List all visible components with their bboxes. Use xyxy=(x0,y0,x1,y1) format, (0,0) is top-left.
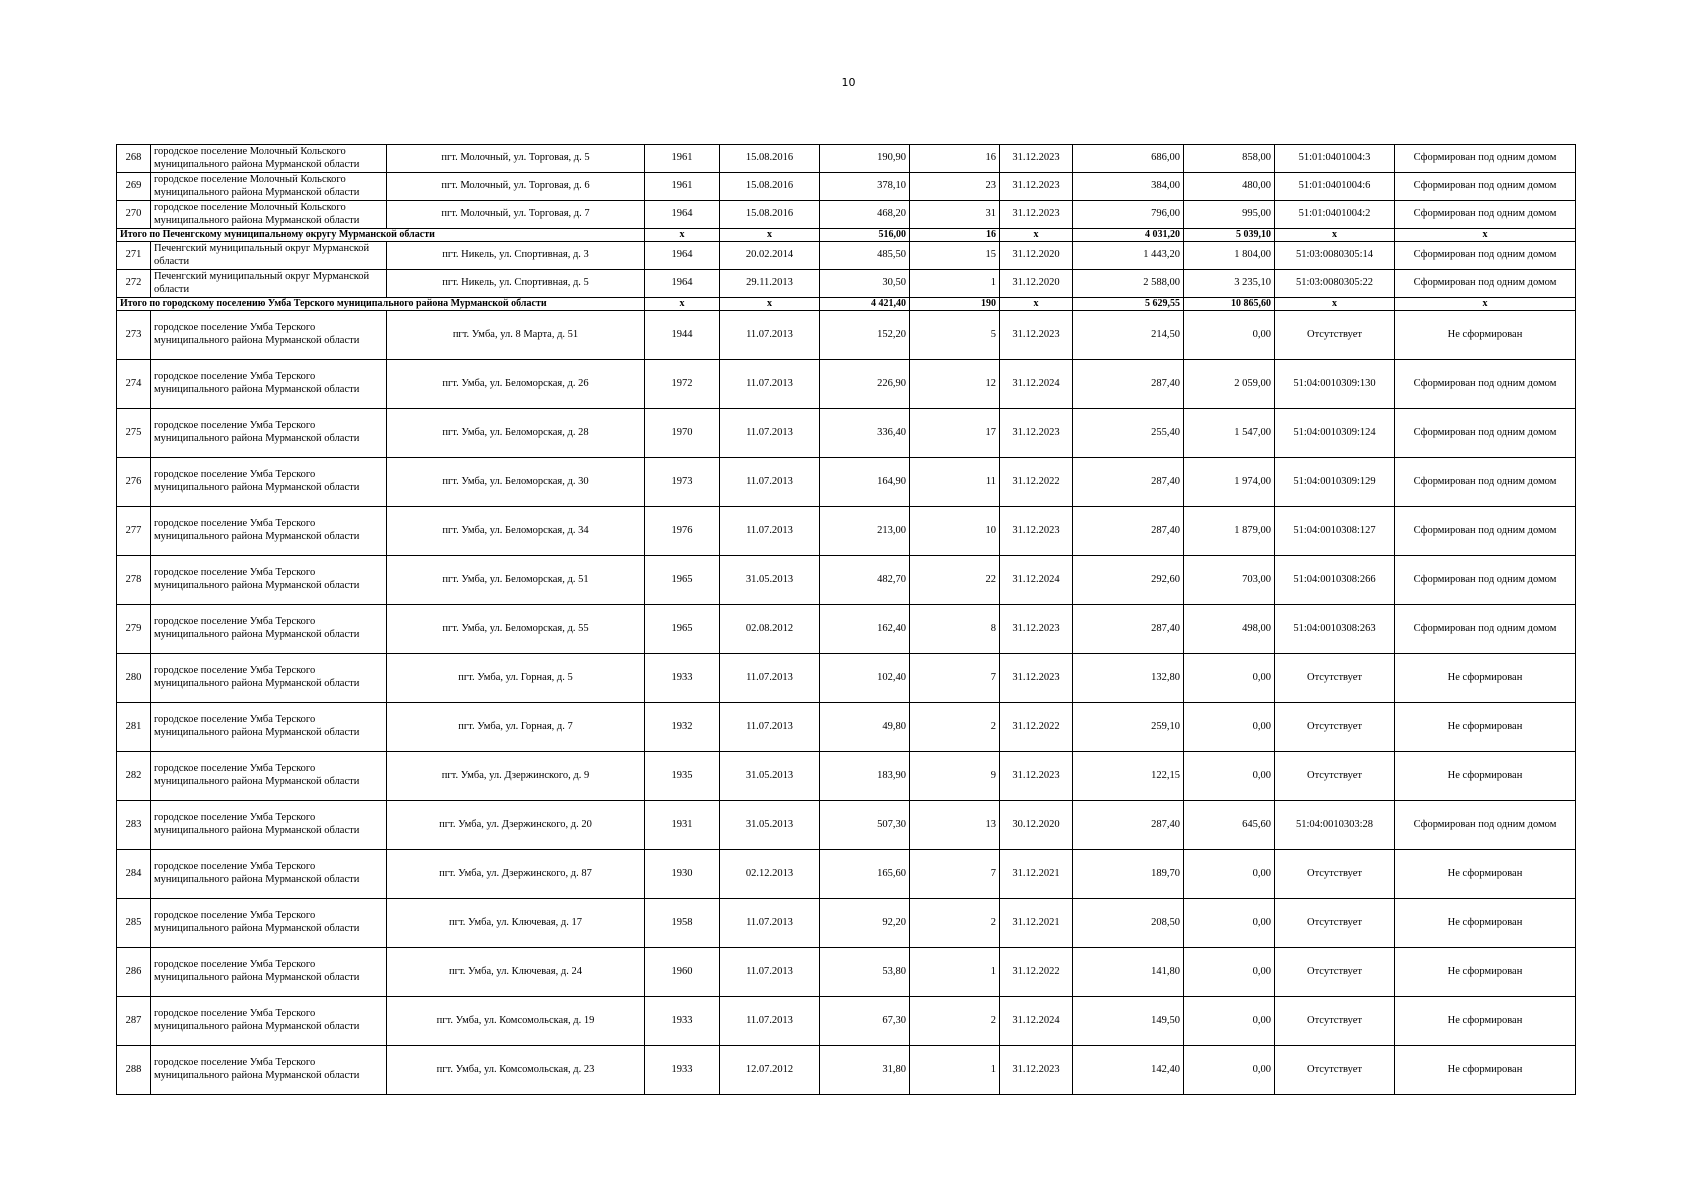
area2-cell: 122,15 xyxy=(1073,752,1184,801)
land-cell: 1 804,00 xyxy=(1184,242,1275,270)
municipality-cell: городское поселение Умба Терского муниципального района Мурманской области xyxy=(151,311,387,360)
residents-cell: 2 xyxy=(910,997,1000,1046)
row-number-cell: 283 xyxy=(117,801,151,850)
municipality-cell: городское поселение Умба Терского муниципального района Мурманской области xyxy=(151,556,387,605)
year-cell: 1965 xyxy=(645,556,720,605)
area-cell: 485,50 xyxy=(820,242,910,270)
date-cell: 11.07.2013 xyxy=(720,458,820,507)
deadline-cell: 31.12.2023 xyxy=(1000,605,1073,654)
land-cell: 0,00 xyxy=(1184,703,1275,752)
deadline-cell: 31.12.2024 xyxy=(1000,360,1073,409)
municipality-cell: городское поселение Умба Терского муниципального района Мурманской области xyxy=(151,850,387,899)
land-cell: 0,00 xyxy=(1184,850,1275,899)
municipality-cell: городское поселение Умба Терского муниципального района Мурманской области xyxy=(151,899,387,948)
area-cell: 31,80 xyxy=(820,1046,910,1095)
status-cell: Сформирован под одним домом xyxy=(1395,173,1576,201)
deadline-cell: 31.12.2021 xyxy=(1000,850,1073,899)
date-cell: 11.07.2013 xyxy=(720,948,820,997)
deadline-cell: 31.12.2022 xyxy=(1000,458,1073,507)
area2-cell: 149,50 xyxy=(1073,997,1184,1046)
municipality-cell: городское поселение Умба Терского муниципального района Мурманской области xyxy=(151,1046,387,1095)
area2-cell: 255,40 xyxy=(1073,409,1184,458)
date-cell: 11.07.2013 xyxy=(720,899,820,948)
residents-cell: 190 xyxy=(910,298,1000,311)
date-cell: 31.05.2013 xyxy=(720,801,820,850)
residents-cell: 11 xyxy=(910,458,1000,507)
table-row xyxy=(117,360,1576,409)
area2-cell: 132,80 xyxy=(1073,654,1184,703)
cadastral-cell: Отсутствует xyxy=(1275,752,1395,801)
area2-cell: 189,70 xyxy=(1073,850,1184,899)
deadline-cell: 31.12.2023 xyxy=(1000,201,1073,229)
table-row xyxy=(117,173,1576,201)
municipality-cell: городское поселение Умба Терского муниципального района Мурманской области xyxy=(151,605,387,654)
cadastral-cell: 51:04:0010309:129 xyxy=(1275,458,1395,507)
table-row xyxy=(117,948,1576,997)
cadastral-cell: 51:04:0010308:266 xyxy=(1275,556,1395,605)
status-cell: Сформирован под одним домом xyxy=(1395,145,1576,173)
year-cell: x xyxy=(645,229,720,242)
residents-cell: 2 xyxy=(910,703,1000,752)
table-row xyxy=(117,703,1576,752)
area2-cell: 214,50 xyxy=(1073,311,1184,360)
land-cell: 0,00 xyxy=(1184,899,1275,948)
row-number-cell: 286 xyxy=(117,948,151,997)
area2-cell: 686,00 xyxy=(1073,145,1184,173)
municipality-cell: городское поселение Умба Терского муниципального района Мурманской области xyxy=(151,752,387,801)
area-cell: 468,20 xyxy=(820,201,910,229)
area-cell: 507,30 xyxy=(820,801,910,850)
deadline-cell: 31.12.2024 xyxy=(1000,997,1073,1046)
cadastral-cell: 51:01:0401004:6 xyxy=(1275,173,1395,201)
year-cell: 1961 xyxy=(645,145,720,173)
residents-cell: 16 xyxy=(910,145,1000,173)
year-cell: x xyxy=(645,298,720,311)
status-cell: Сформирован под одним домом xyxy=(1395,801,1576,850)
deadline-cell: 31.12.2023 xyxy=(1000,654,1073,703)
land-cell: 5 039,10 xyxy=(1184,229,1275,242)
area-cell: 183,90 xyxy=(820,752,910,801)
row-number-cell: 268 xyxy=(117,145,151,173)
row-number-cell: 274 xyxy=(117,360,151,409)
housing-registry-table xyxy=(116,144,1576,1095)
table-row xyxy=(117,752,1576,801)
date-cell: 11.07.2013 xyxy=(720,703,820,752)
municipality-cell: Печенгский муниципальный округ Мурманской области xyxy=(151,270,387,298)
date-cell: 11.07.2013 xyxy=(720,311,820,360)
area2-cell: 5 629,55 xyxy=(1073,298,1184,311)
area2-cell: 287,40 xyxy=(1073,507,1184,556)
deadline-cell: 31.12.2022 xyxy=(1000,948,1073,997)
deadline-cell: 31.12.2023 xyxy=(1000,1046,1073,1095)
deadline-cell: 31.12.2023 xyxy=(1000,752,1073,801)
land-cell: 2 059,00 xyxy=(1184,360,1275,409)
date-cell: x xyxy=(720,298,820,311)
municipality-cell: городское поселение Молочный Кольского муниципального района Мурманской области xyxy=(151,145,387,173)
cadastral-cell: Отсутствует xyxy=(1275,899,1395,948)
residents-cell: 1 xyxy=(910,948,1000,997)
year-cell: 1964 xyxy=(645,201,720,229)
deadline-cell: 31.12.2021 xyxy=(1000,899,1073,948)
residents-cell: 7 xyxy=(910,654,1000,703)
municipality-cell: городское поселение Умба Терского муниципального района Мурманской области xyxy=(151,948,387,997)
status-cell: Сформирован под одним домом xyxy=(1395,360,1576,409)
municipality-cell: городское поселение Умба Терского муниципального района Мурманской области xyxy=(151,703,387,752)
cadastral-cell: 51:04:0010308:127 xyxy=(1275,507,1395,556)
area-cell: 226,90 xyxy=(820,360,910,409)
status-cell: Не сформирован xyxy=(1395,654,1576,703)
deadline-cell: 31.12.2020 xyxy=(1000,242,1073,270)
area-cell: 482,70 xyxy=(820,556,910,605)
deadline-cell: 31.12.2023 xyxy=(1000,145,1073,173)
table-row xyxy=(117,1046,1576,1095)
year-cell: 1935 xyxy=(645,752,720,801)
cadastral-cell: 51:01:0401004:3 xyxy=(1275,145,1395,173)
residents-cell: 15 xyxy=(910,242,1000,270)
year-cell: 1933 xyxy=(645,1046,720,1095)
date-cell: 02.12.2013 xyxy=(720,850,820,899)
row-number-cell: 277 xyxy=(117,507,151,556)
area-cell: 162,40 xyxy=(820,605,910,654)
table-row xyxy=(117,458,1576,507)
municipality-cell: городское поселение Умба Терского муниципального района Мурманской области xyxy=(151,507,387,556)
date-cell: 31.05.2013 xyxy=(720,556,820,605)
area2-cell: 141,80 xyxy=(1073,948,1184,997)
year-cell: 1965 xyxy=(645,605,720,654)
land-cell: 3 235,10 xyxy=(1184,270,1275,298)
area2-cell: 142,40 xyxy=(1073,1046,1184,1095)
deadline-cell: x xyxy=(1000,298,1073,311)
municipality-cell: городское поселение Умба Терского муниципального района Мурманской области xyxy=(151,458,387,507)
land-cell: 1 547,00 xyxy=(1184,409,1275,458)
date-cell: 11.07.2013 xyxy=(720,997,820,1046)
municipality-cell: Печенгский муниципальный округ Мурманской области xyxy=(151,242,387,270)
table-row xyxy=(117,556,1576,605)
deadline-cell: 31.12.2023 xyxy=(1000,409,1073,458)
area2-cell: 796,00 xyxy=(1073,201,1184,229)
municipality-cell: городское поселение Умба Терского муниципального района Мурманской области xyxy=(151,654,387,703)
cadastral-cell: 51:01:0401004:2 xyxy=(1275,201,1395,229)
status-cell: Не сформирован xyxy=(1395,1046,1576,1095)
row-number-cell: 276 xyxy=(117,458,151,507)
status-cell: Не сформирован xyxy=(1395,752,1576,801)
table-row xyxy=(117,201,1576,229)
row-number-cell: 281 xyxy=(117,703,151,752)
residents-cell: 12 xyxy=(910,360,1000,409)
status-cell: x xyxy=(1395,229,1576,242)
subtotal-label: Итого по Печенгскому муниципальному округу Мурманской области xyxy=(117,229,645,242)
area-cell: 190,90 xyxy=(820,145,910,173)
address-cell: пгт. Умба, ул. Беломорская, д. 55 xyxy=(387,605,645,654)
table-row xyxy=(117,850,1576,899)
subtotal-row xyxy=(117,298,1576,311)
status-cell: x xyxy=(1395,298,1576,311)
area-cell: 164,90 xyxy=(820,458,910,507)
cadastral-cell: Отсутствует xyxy=(1275,654,1395,703)
area-cell: 102,40 xyxy=(820,654,910,703)
subtotal-label: Итого по городскому поселению Умба Терского муниципального района Мурманской области xyxy=(117,298,645,311)
row-number-cell: 270 xyxy=(117,201,151,229)
cadastral-cell: Отсутствует xyxy=(1275,703,1395,752)
deadline-cell: 31.12.2020 xyxy=(1000,270,1073,298)
area2-cell: 2 588,00 xyxy=(1073,270,1184,298)
table-body xyxy=(117,145,1576,1095)
table-row xyxy=(117,409,1576,458)
deadline-cell: 31.12.2022 xyxy=(1000,703,1073,752)
status-cell: Не сформирован xyxy=(1395,948,1576,997)
table-row xyxy=(117,145,1576,173)
residents-cell: 13 xyxy=(910,801,1000,850)
year-cell: 1970 xyxy=(645,409,720,458)
subtotal-row xyxy=(117,229,1576,242)
residents-cell: 17 xyxy=(910,409,1000,458)
date-cell: 29.11.2013 xyxy=(720,270,820,298)
cadastral-cell: x xyxy=(1275,229,1395,242)
area-cell: 165,60 xyxy=(820,850,910,899)
table-row xyxy=(117,801,1576,850)
address-cell: пгт. Молочный, ул. Торговая, д. 5 xyxy=(387,145,645,173)
cadastral-cell: 51:03:0080305:14 xyxy=(1275,242,1395,270)
row-number-cell: 272 xyxy=(117,270,151,298)
land-cell: 995,00 xyxy=(1184,201,1275,229)
cadastral-cell: 51:04:0010309:124 xyxy=(1275,409,1395,458)
deadline-cell: 31.12.2024 xyxy=(1000,556,1073,605)
table-row xyxy=(117,242,1576,270)
area2-cell: 384,00 xyxy=(1073,173,1184,201)
land-cell: 0,00 xyxy=(1184,752,1275,801)
land-cell: 703,00 xyxy=(1184,556,1275,605)
land-cell: 480,00 xyxy=(1184,173,1275,201)
area-cell: 516,00 xyxy=(820,229,910,242)
municipality-cell: городское поселение Умба Терского муниципального района Мурманской области xyxy=(151,997,387,1046)
deadline-cell: 31.12.2023 xyxy=(1000,311,1073,360)
residents-cell: 5 xyxy=(910,311,1000,360)
area2-cell: 292,60 xyxy=(1073,556,1184,605)
address-cell: пгт. Умба, ул. Комсомольская, д. 19 xyxy=(387,997,645,1046)
year-cell: 1964 xyxy=(645,242,720,270)
municipality-cell: городское поселение Умба Терского муниципального района Мурманской области xyxy=(151,801,387,850)
cadastral-cell: Отсутствует xyxy=(1275,850,1395,899)
residents-cell: 7 xyxy=(910,850,1000,899)
table-row xyxy=(117,270,1576,298)
deadline-cell: x xyxy=(1000,229,1073,242)
date-cell: 11.07.2013 xyxy=(720,507,820,556)
residents-cell: 31 xyxy=(910,201,1000,229)
status-cell: Сформирован под одним домом xyxy=(1395,605,1576,654)
residents-cell: 23 xyxy=(910,173,1000,201)
address-cell: пгт. Умба, ул. Беломорская, д. 28 xyxy=(387,409,645,458)
municipality-cell: городское поселение Умба Терского муниципального района Мурманской области xyxy=(151,360,387,409)
status-cell: Сформирован под одним домом xyxy=(1395,458,1576,507)
land-cell: 498,00 xyxy=(1184,605,1275,654)
area2-cell: 208,50 xyxy=(1073,899,1184,948)
address-cell: пгт. Умба, ул. Беломорская, д. 34 xyxy=(387,507,645,556)
land-cell: 858,00 xyxy=(1184,145,1275,173)
date-cell: 12.07.2012 xyxy=(720,1046,820,1095)
year-cell: 1931 xyxy=(645,801,720,850)
area2-cell: 287,40 xyxy=(1073,801,1184,850)
status-cell: Сформирован под одним домом xyxy=(1395,270,1576,298)
deadline-cell: 31.12.2023 xyxy=(1000,507,1073,556)
year-cell: 1972 xyxy=(645,360,720,409)
date-cell: 31.05.2013 xyxy=(720,752,820,801)
year-cell: 1960 xyxy=(645,948,720,997)
row-number-cell: 287 xyxy=(117,997,151,1046)
row-number-cell: 279 xyxy=(117,605,151,654)
address-cell: пгт. Умба, ул. Беломорская, д. 51 xyxy=(387,556,645,605)
cadastral-cell: 51:04:0010309:130 xyxy=(1275,360,1395,409)
area2-cell: 4 031,20 xyxy=(1073,229,1184,242)
cadastral-cell: 51:04:0010303:28 xyxy=(1275,801,1395,850)
date-cell: 11.07.2013 xyxy=(720,654,820,703)
area-cell: 30,50 xyxy=(820,270,910,298)
land-cell: 645,60 xyxy=(1184,801,1275,850)
residents-cell: 16 xyxy=(910,229,1000,242)
row-number-cell: 273 xyxy=(117,311,151,360)
address-cell: пгт. Молочный, ул. Торговая, д. 7 xyxy=(387,201,645,229)
row-number-cell: 284 xyxy=(117,850,151,899)
residents-cell: 10 xyxy=(910,507,1000,556)
year-cell: 1944 xyxy=(645,311,720,360)
year-cell: 1933 xyxy=(645,654,720,703)
land-cell: 0,00 xyxy=(1184,997,1275,1046)
municipality-cell: городское поселение Молочный Кольского муниципального района Мурманской области xyxy=(151,173,387,201)
date-cell: 02.08.2012 xyxy=(720,605,820,654)
status-cell: Не сформирован xyxy=(1395,311,1576,360)
table-row xyxy=(117,654,1576,703)
table-row xyxy=(117,311,1576,360)
address-cell: пгт. Молочный, ул. Торговая, д. 6 xyxy=(387,173,645,201)
row-number-cell: 282 xyxy=(117,752,151,801)
status-cell: Сформирован под одним домом xyxy=(1395,507,1576,556)
address-cell: пгт. Умба, ул. Горная, д. 7 xyxy=(387,703,645,752)
address-cell: пгт. Умба, ул. 8 Марта, д. 51 xyxy=(387,311,645,360)
date-cell: 11.07.2013 xyxy=(720,409,820,458)
date-cell: x xyxy=(720,229,820,242)
year-cell: 1964 xyxy=(645,270,720,298)
area-cell: 67,30 xyxy=(820,997,910,1046)
land-cell: 0,00 xyxy=(1184,948,1275,997)
deadline-cell: 31.12.2023 xyxy=(1000,173,1073,201)
year-cell: 1976 xyxy=(645,507,720,556)
row-number-cell: 275 xyxy=(117,409,151,458)
date-cell: 15.08.2016 xyxy=(720,173,820,201)
residents-cell: 2 xyxy=(910,899,1000,948)
row-number-cell: 280 xyxy=(117,654,151,703)
area-cell: 213,00 xyxy=(820,507,910,556)
municipality-cell: городское поселение Умба Терского муниципального района Мурманской области xyxy=(151,409,387,458)
address-cell: пгт. Умба, ул. Дзержинского, д. 20 xyxy=(387,801,645,850)
address-cell: пгт. Умба, ул. Ключевая, д. 17 xyxy=(387,899,645,948)
land-cell: 1 974,00 xyxy=(1184,458,1275,507)
year-cell: 1958 xyxy=(645,899,720,948)
date-cell: 15.08.2016 xyxy=(720,201,820,229)
year-cell: 1933 xyxy=(645,997,720,1046)
address-cell: пгт. Умба, ул. Комсомольская, д. 23 xyxy=(387,1046,645,1095)
deadline-cell: 30.12.2020 xyxy=(1000,801,1073,850)
address-cell: пгт. Умба, ул. Беломорская, д. 26 xyxy=(387,360,645,409)
land-cell: 10 865,60 xyxy=(1184,298,1275,311)
status-cell: Сформирован под одним домом xyxy=(1395,201,1576,229)
municipality-cell: городское поселение Молочный Кольского муниципального района Мурманской области xyxy=(151,201,387,229)
status-cell: Не сформирован xyxy=(1395,703,1576,752)
address-cell: пгт. Умба, ул. Дзержинского, д. 87 xyxy=(387,850,645,899)
date-cell: 15.08.2016 xyxy=(720,145,820,173)
area-cell: 92,20 xyxy=(820,899,910,948)
status-cell: Не сформирован xyxy=(1395,997,1576,1046)
year-cell: 1973 xyxy=(645,458,720,507)
area-cell: 4 421,40 xyxy=(820,298,910,311)
address-cell: пгт. Никель, ул. Спортивная, д. 5 xyxy=(387,270,645,298)
table-row xyxy=(117,997,1576,1046)
area-cell: 378,10 xyxy=(820,173,910,201)
residents-cell: 1 xyxy=(910,270,1000,298)
address-cell: пгт. Умба, ул. Дзержинского, д. 9 xyxy=(387,752,645,801)
table-row xyxy=(117,899,1576,948)
row-number-cell: 271 xyxy=(117,242,151,270)
status-cell: Не сформирован xyxy=(1395,899,1576,948)
residents-cell: 22 xyxy=(910,556,1000,605)
cadastral-cell: x xyxy=(1275,298,1395,311)
area2-cell: 259,10 xyxy=(1073,703,1184,752)
page-number: 10 xyxy=(841,76,856,89)
status-cell: Сформирован под одним домом xyxy=(1395,556,1576,605)
table-row xyxy=(117,507,1576,556)
area-cell: 53,80 xyxy=(820,948,910,997)
address-cell: пгт. Никель, ул. Спортивная, д. 3 xyxy=(387,242,645,270)
area2-cell: 287,40 xyxy=(1073,605,1184,654)
residents-cell: 9 xyxy=(910,752,1000,801)
address-cell: пгт. Умба, ул. Горная, д. 5 xyxy=(387,654,645,703)
cadastral-cell: Отсутствует xyxy=(1275,1046,1395,1095)
land-cell: 0,00 xyxy=(1184,654,1275,703)
area-cell: 49,80 xyxy=(820,703,910,752)
area2-cell: 287,40 xyxy=(1073,360,1184,409)
cadastral-cell: 51:03:0080305:22 xyxy=(1275,270,1395,298)
year-cell: 1930 xyxy=(645,850,720,899)
year-cell: 1961 xyxy=(645,173,720,201)
address-cell: пгт. Умба, ул. Беломорская, д. 30 xyxy=(387,458,645,507)
area-cell: 152,20 xyxy=(820,311,910,360)
year-cell: 1932 xyxy=(645,703,720,752)
cadastral-cell: Отсутствует xyxy=(1275,997,1395,1046)
area-cell: 336,40 xyxy=(820,409,910,458)
land-cell: 1 879,00 xyxy=(1184,507,1275,556)
land-cell: 0,00 xyxy=(1184,311,1275,360)
cadastral-cell: Отсутствует xyxy=(1275,948,1395,997)
row-number-cell: 269 xyxy=(117,173,151,201)
status-cell: Сформирован под одним домом xyxy=(1395,242,1576,270)
residents-cell: 1 xyxy=(910,1046,1000,1095)
cadastral-cell: Отсутствует xyxy=(1275,311,1395,360)
residents-cell: 8 xyxy=(910,605,1000,654)
land-cell: 0,00 xyxy=(1184,1046,1275,1095)
row-number-cell: 288 xyxy=(117,1046,151,1095)
row-number-cell: 278 xyxy=(117,556,151,605)
status-cell: Не сформирован xyxy=(1395,850,1576,899)
date-cell: 20.02.2014 xyxy=(720,242,820,270)
cadastral-cell: 51:04:0010308:263 xyxy=(1275,605,1395,654)
row-number-cell: 285 xyxy=(117,899,151,948)
table-row xyxy=(117,605,1576,654)
area2-cell: 1 443,20 xyxy=(1073,242,1184,270)
status-cell: Сформирован под одним домом xyxy=(1395,409,1576,458)
address-cell: пгт. Умба, ул. Ключевая, д. 24 xyxy=(387,948,645,997)
date-cell: 11.07.2013 xyxy=(720,360,820,409)
area2-cell: 287,40 xyxy=(1073,458,1184,507)
